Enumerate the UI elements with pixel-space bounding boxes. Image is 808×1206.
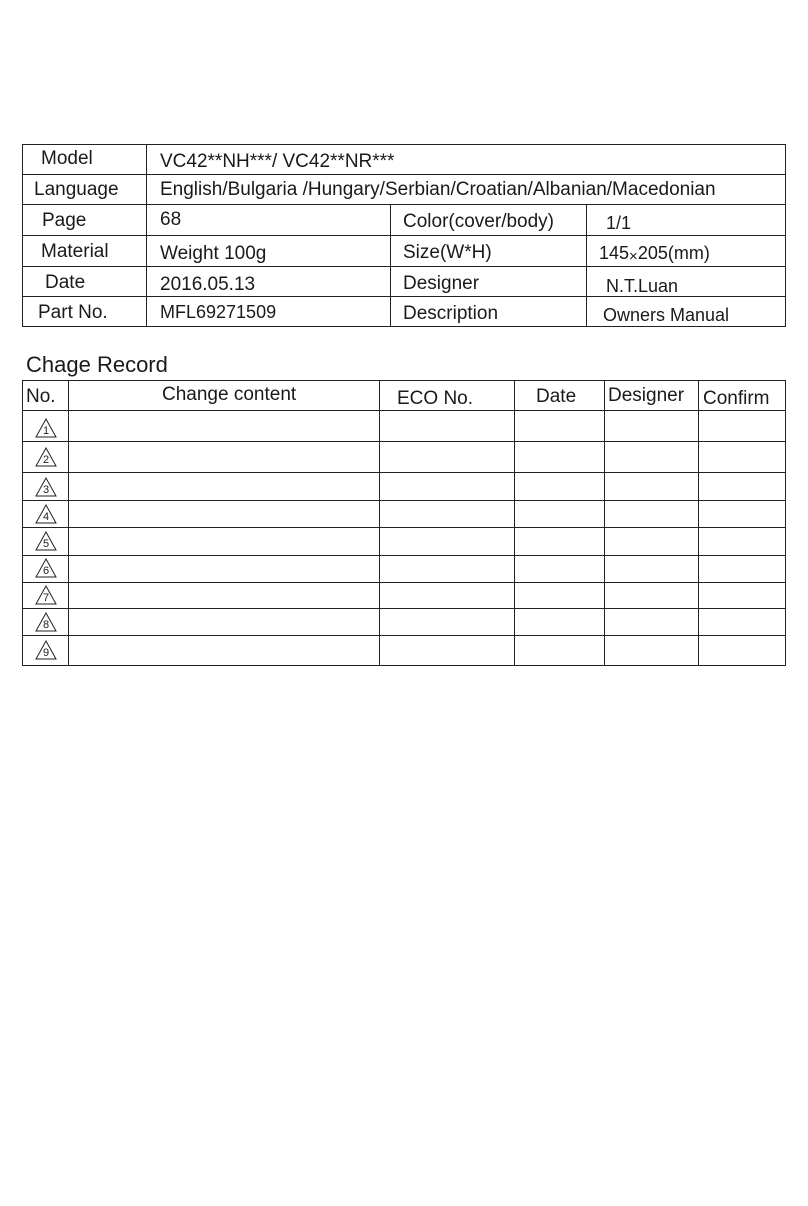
info-col-divider — [390, 204, 391, 327]
color-value: 1/1 — [606, 213, 632, 233]
revision-triangle-icon — [35, 585, 57, 605]
header-eco-no: ECO No. — [397, 388, 474, 409]
revision-triangle-icon — [35, 531, 57, 551]
size-width-value: 145 — [599, 243, 630, 263]
revision-number: 9 — [42, 647, 50, 659]
change-col-divider — [604, 380, 605, 666]
change-row-divider — [22, 500, 786, 501]
change-row-divider — [22, 472, 786, 473]
revision-number: 7 — [42, 592, 50, 604]
change-col-divider — [379, 380, 380, 666]
info-row-divider — [22, 235, 786, 236]
revision-triangle-icon — [35, 504, 57, 524]
info-row-divider — [22, 174, 786, 175]
change-row-divider — [22, 410, 786, 411]
size-value — [599, 243, 710, 265]
header-designer: Designer — [608, 385, 685, 406]
info-col-divider — [586, 204, 587, 327]
designer-label: Designer — [403, 273, 480, 294]
header-no: No. — [26, 386, 56, 407]
date-label: Date — [45, 272, 86, 293]
revision-number: 5 — [42, 538, 50, 550]
revision-triangle-icon — [35, 418, 57, 438]
size-height-value: 205(mm) — [637, 243, 710, 263]
change-table-frame — [22, 380, 786, 666]
date-value: 2016.05.13 — [160, 274, 256, 295]
change-row-divider — [22, 608, 786, 609]
change-col-divider — [514, 380, 515, 666]
page-label: Page — [42, 210, 87, 231]
header-confirm: Confirm — [703, 388, 770, 409]
revision-number: 3 — [42, 484, 50, 496]
info-row-divider — [22, 204, 786, 205]
header-date: Date — [536, 386, 577, 407]
revision-triangle-icon — [35, 612, 57, 632]
change-record-title: Chage Record — [26, 352, 168, 377]
designer-value: N.T.Luan — [606, 276, 679, 296]
revision-number: 8 — [42, 619, 50, 631]
model-value: VC42**NH***/ VC42**NR*** — [160, 151, 395, 172]
size-label: Size(W*H) — [403, 242, 492, 263]
page-value: 68 — [160, 209, 182, 230]
change-row-divider — [22, 555, 786, 556]
header-change-content: Change content — [162, 384, 297, 405]
revision-number: 6 — [42, 565, 50, 577]
info-row-divider — [22, 266, 786, 267]
revision-triangle-icon — [35, 447, 57, 467]
revision-triangle-icon — [35, 558, 57, 578]
model-label: Model — [41, 148, 93, 169]
part-number-value: MFL69271509 — [160, 302, 277, 322]
revision-number: 1 — [42, 425, 50, 437]
change-row-divider — [22, 582, 786, 583]
part-number-label: Part No. — [38, 302, 108, 323]
info-col-divider — [146, 144, 147, 327]
description-label: Description — [403, 303, 499, 324]
info-row-divider — [22, 296, 786, 297]
language-value: English/Bulgaria /Hungary/Serbian/Croatian/Albanian/Macedonian — [160, 179, 716, 200]
revision-triangle-icon — [35, 640, 57, 660]
material-label: Material — [41, 241, 109, 262]
size-times-sign: × — [629, 248, 638, 265]
change-col-divider — [698, 380, 699, 666]
material-value: Weight 100g — [160, 243, 267, 264]
description-value: Owners Manual — [603, 305, 730, 325]
color-label: Color(cover/body) — [403, 211, 554, 232]
revision-number: 2 — [42, 454, 50, 466]
change-row-divider — [22, 441, 786, 442]
change-row-divider — [22, 527, 786, 528]
change-row-divider — [22, 635, 786, 636]
change-record-table — [22, 380, 786, 666]
document-info-table — [22, 144, 786, 327]
revision-number: 4 — [42, 511, 50, 523]
language-label: Language — [34, 179, 119, 200]
change-col-divider — [68, 380, 69, 666]
revision-triangle-icon — [35, 477, 57, 497]
